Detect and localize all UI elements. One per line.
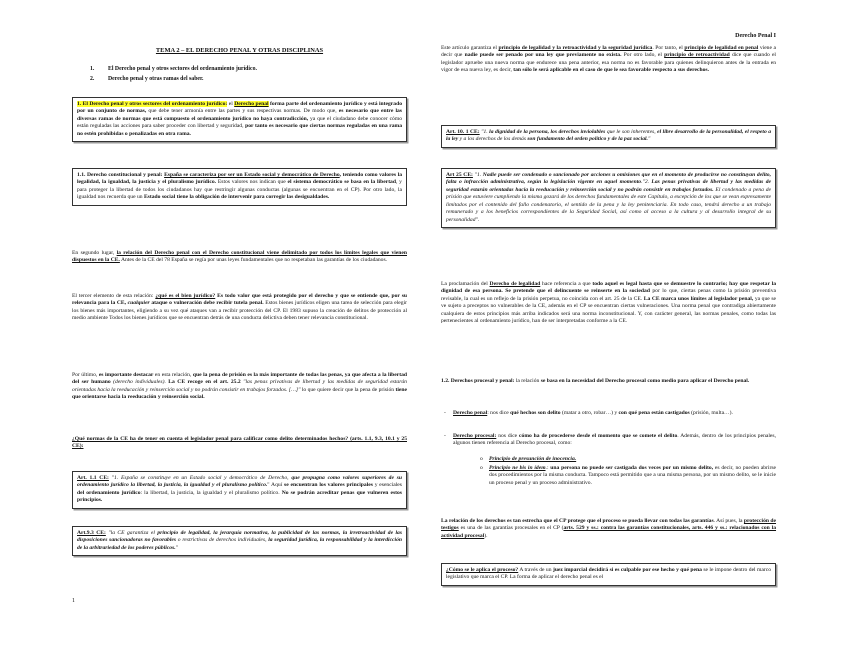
text: Por último,	[72, 372, 99, 378]
sub-list-item	[480, 465, 776, 487]
text: todo aquel es legal hasta que se demuestre lo contrario; hay que respetar la dignidad de esa persona. Se pretende que el delincuente se reinserte en la sociedad	[441, 281, 776, 295]
text: nadie puede ser penado por una ley que previamente no exista.	[464, 52, 622, 59]
text: ataque o vulneración debe recibir tutela penal.	[149, 300, 264, 307]
question-heading	[72, 436, 407, 451]
text: el libre desarrollo de la personalidad, el respeto a la ley	[446, 129, 772, 143]
section-1-1-heading: 1.1. Derecho constitucional y penal:	[77, 172, 165, 178]
paragraph-constitutional-limits	[72, 250, 407, 265]
text: del ordenamiento jurídico	[77, 489, 141, 496]
toc-text: El Derecho penal y otros sectores del ordenamiento jurídico.	[108, 66, 257, 72]
text: nos dice	[496, 433, 520, 439]
bullet: -	[444, 433, 446, 439]
text: el	[227, 101, 235, 107]
article-label: Art. 1.1 CE:	[77, 475, 109, 481]
text: , y para proteger la libertad de todos los ciudadanos hay que restringir algunas conductas (algunas se encuentran en el CP). Por otro lado, la igualdad nos recuerda que un	[77, 179, 402, 201]
bullet: o	[480, 465, 483, 471]
text: 1.2. Derechos procesal y penal:	[441, 378, 515, 384]
text: Las penas privativas de libertad y las medidas de seguridad estarán orientadas hacia la reeducación y reinserción social y no podrán consistir en trabajos forzados.	[446, 179, 771, 193]
text: arts. 529 y ss.: contra las garantías constitucionales, arts. 446 y ss.: relacionados con la actividad procesal	[441, 525, 777, 539]
text: principio de legalidad en penal	[684, 45, 759, 51]
text: Nadie puede ser condenado o sancionado por acciones u omisiones que en el momento de producirse no constituyan delito, falta o infracción administrativa, según la legislación vigente en aquel momento	[446, 172, 772, 186]
running-header: Derecho Penal I	[735, 33, 776, 39]
text: el sistema democrático se basa en la libertad	[287, 179, 396, 186]
text: "	[175, 544, 179, 551]
text: : la libertad, la justicia, la igualdad y el pluralismo político.	[140, 489, 282, 496]
text: principio de legalidad, la jerarquía normativa, la publicidad de las normas, la irretroactividad de las disposiciones sancionadoras no favorables	[77, 530, 403, 544]
text: tiene que orientarse hacia la reeducación y reinserción social.	[72, 386, 408, 401]
text: ¿qué es el bien jurídico?	[155, 293, 216, 299]
text: la relación del Derecho penal con el Derecho constitucional viene delimitado por todos los límites legales que vienen dispuestos en la CE.	[72, 250, 407, 264]
text: hace referencia a que	[540, 281, 593, 287]
text: ya que el ciudadano debe conocer cómo están reguladas las acciones para saber proceder con libertad y seguridad,	[77, 115, 402, 130]
text: La relación de los derechos es tan estrecha que el CP protege que el proceso se pueda llevar con todas las garantías	[441, 518, 714, 524]
text: (matar a otro, robar…) y	[560, 410, 619, 416]
text: por tanto es necesario que ciertas normas reguladas en una rama no estén prohibidas o penalizadas en otra rama.	[77, 123, 402, 137]
article-25-box	[441, 168, 776, 228]
text: que la pena de prisión es la más importante de todas las penas, ya que afecta a la libertad del ser humano	[72, 372, 408, 386]
section-1-1-box	[72, 168, 407, 206]
text: . Además, dentro de los principios penales, algunos tienen referencia al Derecho procesal, como:	[453, 433, 776, 447]
text: lo que quiere decir que la pena de prisión	[300, 386, 396, 393]
text: se encuentran los valores principales	[284, 482, 373, 489]
text: : nos dice	[487, 410, 511, 416]
bullet: -	[444, 410, 446, 416]
toc-text: Derecho penal y otras ramas del saber.	[108, 76, 204, 82]
list-item	[444, 410, 776, 417]
text: con qué pena están castigados	[618, 410, 690, 416]
article-10-1-box	[441, 125, 776, 148]
toc-item-2	[90, 76, 203, 84]
paragraph-legality-proclamation	[441, 281, 776, 326]
list-item	[444, 433, 776, 448]
bullet: o	[480, 456, 483, 462]
text: (derecho individuales).	[110, 379, 169, 386]
text: la seguridad jurídica, la responsabilidad y la interdicción de la arbitrariedad de los poderes públicos.	[77, 537, 403, 551]
text: Principio de presunción de inocencia.	[489, 456, 577, 462]
text: La CE marca unos límites al legislador penal,	[643, 295, 754, 302]
text: Este artículo garantiza el	[441, 45, 499, 51]
text: .:	[545, 465, 551, 471]
article-label: Art 25 CE:	[446, 172, 473, 178]
section-1-heading: 1. El Derecho penal y otros sectores del ordenamiento jurídico:	[77, 101, 228, 107]
text: ¿Qué normas de la CE ha de tener en cuenta el legislador penal para calificar como delito determinados hechos? (arts. 1.1, 9.3, 10.1 y 25 CE):	[72, 436, 407, 450]
text: . Por tanto, el	[652, 45, 685, 51]
text: Por otro lado, el	[621, 52, 665, 59]
text: ya que se ve sujeto a preceptos no vulnerables de la CE, además en el CP se encuentran ciertas vulneraciones. Una norma penal que contradiga abiertamente cualquiera de estos principios más arriba indicados será una norma inconstitucional. Y, con carácter general, las normas penales, como todas las pertenecientes al ordenamiento jurídico, han de ser interpretadas conforme a la CE.	[441, 295, 777, 325]
text: España se caracteriza por ser un Estado social y democrático de Derecho	[164, 172, 340, 178]
article-9-3-box	[72, 526, 407, 556]
text: por lo que, ciertas penas como la prisión preventiva revisable, la cual es un reflejo de la prisión perpetua, no coincida con el art. 25 de la CE.	[441, 288, 776, 302]
text: No se podrán acreditar penas que vulneren estos principios.	[77, 489, 402, 504]
page-number: 1	[72, 598, 75, 604]
text: "	[647, 136, 651, 143]
text: "las penas privativas de libertad y las medidas de seguridad estarán orientadas hacia la reeducación y reinserción social y no podrán consistir en trabajos forzados. […]"	[72, 379, 407, 393]
article-1-1-box	[72, 471, 407, 509]
article-label: Art. 10. 1 CE:	[446, 129, 480, 135]
sub-list-item	[480, 456, 776, 463]
text: se basa en la necesidad del Derecho procesal como medio para aplicar el Derecho penal.	[540, 378, 750, 384]
text: principio de legalidad y la retroactividad y la seguridad jurídica	[498, 45, 653, 51]
text: viene a decir que	[441, 45, 776, 59]
text: En segundo lugar,	[72, 250, 117, 256]
text: "la CE garantiza el	[105, 530, 158, 536]
document-title: TEMA 2 – EL DERECHO PENAL Y OTRAS DISCIPLINAS	[155, 47, 324, 54]
text: El tercer elemento de esta relación:	[72, 293, 156, 299]
text: es decir, no pueden abrirse dos procedimientos por la misma conducta. Tampoco está permitido que a una misma persona, por un mismo delito, se le inicie un proceso penal y un proceso administrativo.	[489, 465, 776, 486]
text: la relación	[514, 378, 541, 384]
text: El condenado a pena de prisión que estuviere cumpliendo la misma gozará de los derechos fundamentales de este Capítulo, a excepción de los que se vean expresamente limitados por el contenido del fallo condenatorio, el sentido de la pena y la ley penitenciaria. En todo caso, tendrá derecho a un trabajo remunerado y a los beneficios correspondientes de la Seguridad Social, así como al acceso a la cultura y al desarrollo integral de su personalidad".	[446, 186, 771, 223]
text: ).	[484, 532, 488, 539]
text: la dignidad de la persona, los derechos inviolables	[489, 129, 606, 135]
text: una persona no puede ser castigada dos veces por un mismo delito,	[550, 465, 714, 471]
highlight: Derecho penal	[234, 101, 269, 107]
text: "1.	[472, 172, 483, 178]
text: La proclamación del	[441, 281, 490, 287]
text: y esenciales	[372, 482, 402, 489]
paragraph-legality-principle	[441, 45, 776, 75]
text: protección de testigos	[441, 518, 777, 532]
text: que propugna como valores superiores de su ordenamiento jurídico la libertad, la justicia, la igualdad y el pluralismo político.	[77, 475, 402, 489]
text: es necesario que entre las diversas ramas de normas que está compuesto el ordenamiento jurídico no haya contradicción,	[77, 108, 402, 122]
text: Derecho de legalidad	[489, 281, 541, 287]
text: La CE recoge en el art. 25.2	[168, 379, 241, 386]
text: Derecho procesal:	[453, 433, 497, 439]
text: ¿Cómo se le aplica el proceso?	[446, 567, 519, 573]
text: que debe tener armonía entre las partes y sus respectivas normas. De modo que,	[146, 108, 339, 115]
text: principio de retroactividad	[664, 52, 730, 59]
text: es importante destacar	[98, 372, 154, 378]
toc-number: 1.	[90, 66, 95, 72]
text: " Aquí	[267, 482, 285, 489]
text: dice que cuando el legislador apruebe una nueva norma que endurece una pena anterior, esa norma no es favorable para quienes delinquieron antes de la entrada en vigor de esa nueva ley, es decir,	[441, 52, 776, 74]
text: cualquier	[127, 300, 150, 307]
text: "1.	[479, 129, 490, 135]
article-label: Art.9.3 CE:	[77, 530, 106, 536]
text: y a los derechos de los demás	[458, 136, 528, 143]
text: es una de las garantías procesales en el CP (	[458, 525, 564, 532]
text: Estado social tiene la obligación de intervenir para corregir las desigualdades.	[143, 194, 330, 201]
paragraph-prison-sentence	[72, 372, 407, 402]
process-question-box	[441, 563, 776, 586]
text: ."2.	[641, 179, 652, 186]
text: forma parte del ordenamiento jurídico y está integrado por un conjunto de normas,	[77, 101, 402, 115]
text: juez imparcial decidirá si es culpable por ese hecho y qué pena	[552, 567, 702, 573]
text: Estos valores nos indican que	[216, 179, 288, 186]
toc-item-1	[90, 66, 257, 74]
toc-number: 2.	[90, 76, 95, 82]
text: . Así pues, la	[713, 518, 744, 524]
text: son fundamento del orden político y de la paz social.	[527, 136, 648, 143]
text: que le son inherentes,	[605, 129, 658, 135]
text: se le impone dentro del marco legislativo que marca el CP. La forma de aplicar el derecho penal es el	[446, 567, 771, 581]
text: , teniendo como valores la legalidad, la igualdad, la justicia y el pluralismo jurídico.	[77, 172, 402, 186]
paragraph-legal-good	[72, 293, 407, 323]
text: Principio ne bis in ídem	[489, 465, 546, 471]
text: "1. España se constituye en un Estado social y democrático de Derecho,	[108, 475, 292, 481]
text: cómo ha de procederse desde el momento que se comete el delito	[519, 433, 678, 439]
text: Estos bienes jurídicos eligen una tarea de selección para elegir los bienes más importantes, eligiendo a su vez qué ataques van a recibir protección del CP. El 1983 supuso la creación de delitos de protección al medio ambiente Todos los bienes jurídicos que se encuentran detrás de una conducta delictiva deben tener relevancia constitucional.	[72, 300, 407, 322]
text: Derecho penal	[453, 410, 488, 416]
text: tan sólo le será aplicable en el caso de que le sea favorable respecto a sus derechos.	[513, 67, 709, 74]
text: (prisión, multa…).	[689, 410, 733, 416]
paragraph-procedural-guarantees	[441, 518, 776, 540]
text: A través de un	[518, 567, 553, 573]
text: qué hechos son delito	[510, 410, 561, 416]
text: Antes de la CE del 78 España se regía por unas leyes fundamentales que no respetaban las garantías de los ciudadanos.	[119, 257, 388, 264]
text: o restrictivas de derechos individuales,	[176, 537, 269, 544]
section-1-box	[72, 97, 407, 142]
section-1-2-heading	[441, 378, 776, 385]
text: Es todo valor que está protegido por el derecho y que se entiende que, por su relevancia para la CE,	[72, 293, 407, 307]
text: en esta relación,	[153, 372, 193, 378]
